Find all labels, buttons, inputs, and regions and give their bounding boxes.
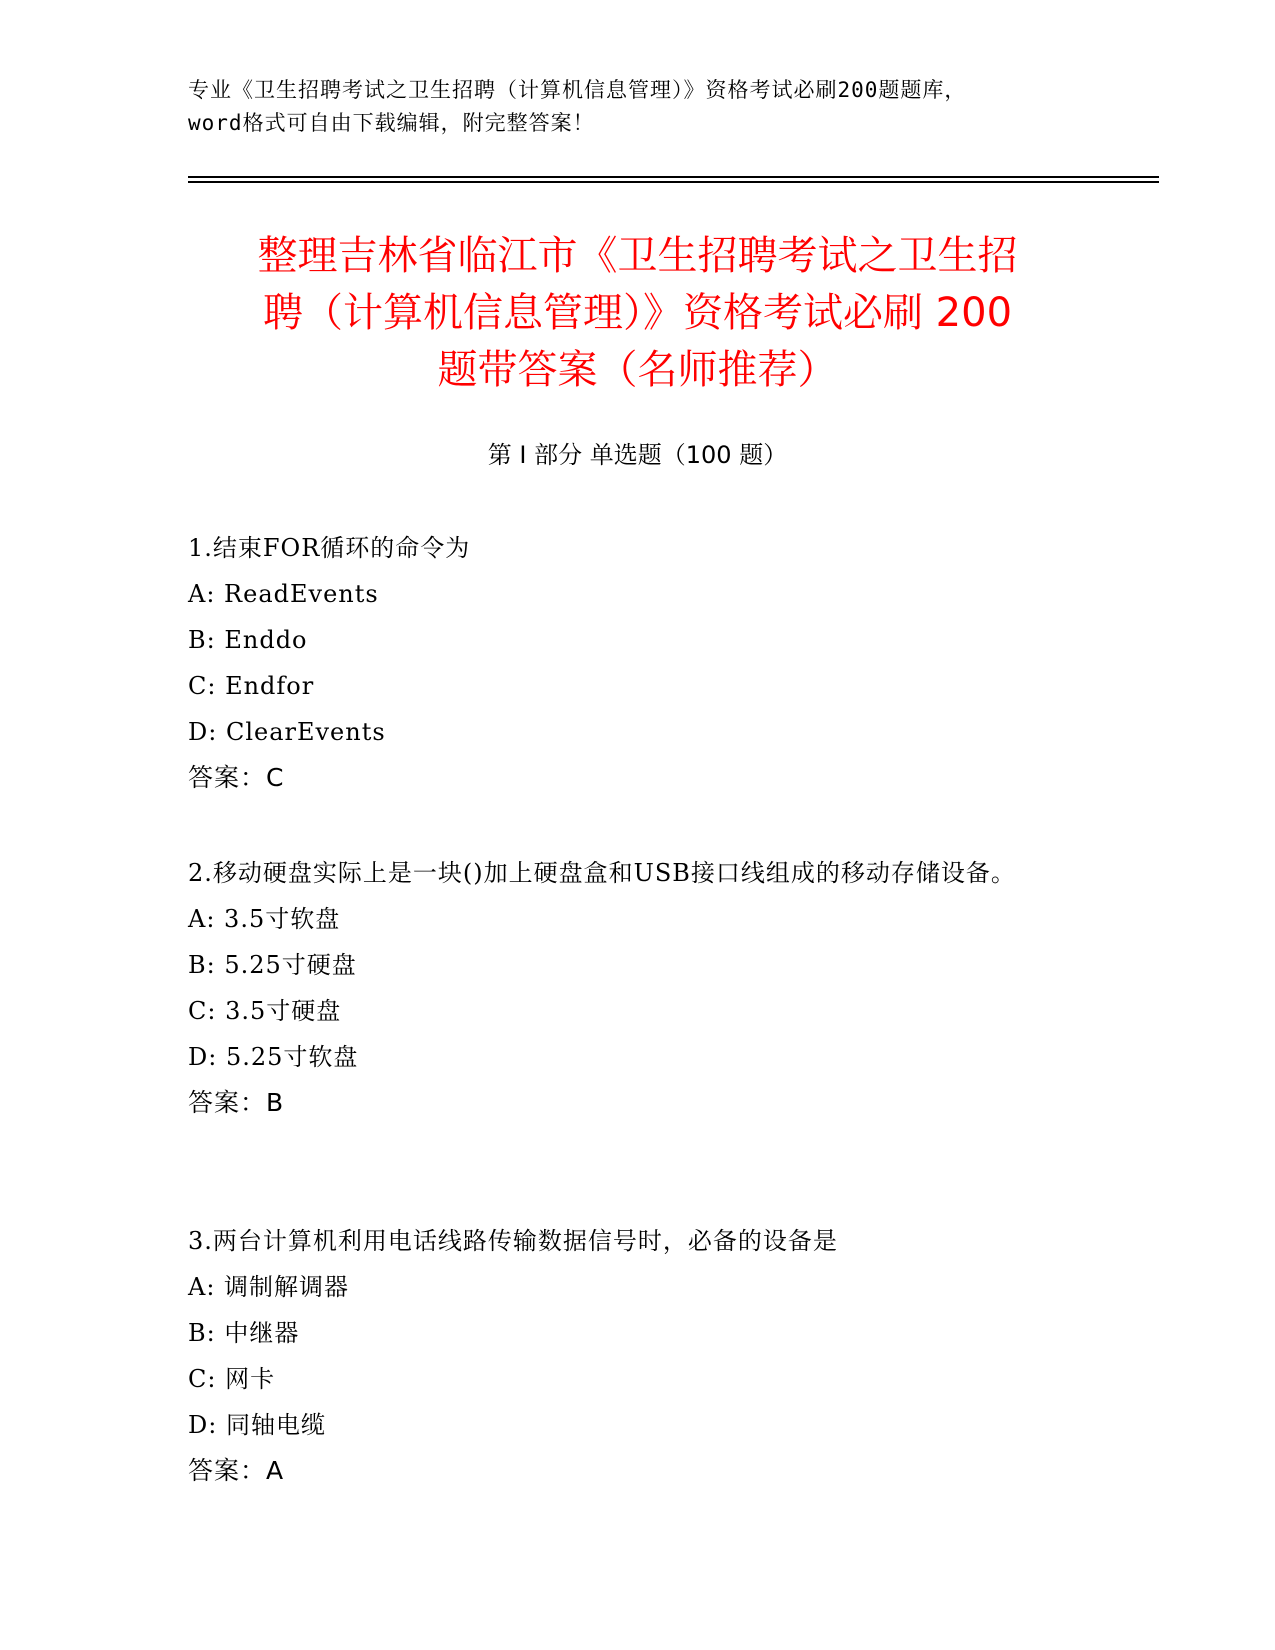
answer: 答案：B	[188, 1088, 285, 1117]
section-heading: 第 I 部分 单选题（100 题）	[487, 441, 788, 469]
header-note-line-2: word格式可自由下载编辑，附完整答案！	[188, 111, 595, 135]
option-a: A: 3.5寸软盘	[188, 905, 341, 933]
document-title-line-2: 聘（计算机信息管理）》资格考试必刷 200	[262, 290, 1013, 336]
answer: 答案：A	[188, 1456, 285, 1485]
document-title	[190, 228, 1085, 399]
header-note-line-1: 专业《卫生招聘考试之卫生招聘（计算机信息管理）》资格考试必刷200题题库，	[188, 78, 967, 102]
option-a: A: ReadEvents	[188, 580, 379, 608]
option-d: D: ClearEvents	[188, 718, 386, 746]
option-b: B: 中继器	[188, 1319, 300, 1347]
question-2	[188, 850, 1068, 1126]
option-d: D: 同轴电缆	[188, 1411, 326, 1439]
question-stem: 3.两台计算机利用电话线路传输数据信号时，必备的设备是	[188, 1227, 838, 1255]
question-3	[188, 1218, 1068, 1494]
option-b: B: 5.25寸硬盘	[188, 951, 357, 979]
option-b: B: Enddo	[188, 626, 308, 654]
document-title-line-1: 整理吉林省临江市《卫生招聘考试之卫生招	[257, 233, 1018, 279]
header-rule-top	[188, 176, 1159, 178]
header-rule-bottom	[188, 181, 1159, 183]
option-d: D: 5.25寸软盘	[188, 1043, 359, 1071]
answer: 答案：C	[188, 763, 285, 792]
question-stem: 2.移动硬盘实际上是一块()加上硬盘盒和USB接口线组成的移动存储设备。	[188, 859, 1016, 887]
option-c: C: Endfor	[188, 672, 315, 700]
option-c: C: 网卡	[188, 1365, 276, 1393]
question-stem: 1.结束FOR循环的命令为	[188, 534, 471, 562]
document-title-line-3: 题带答案（名师推荐）	[437, 347, 838, 393]
option-a: A: 调制解调器	[188, 1273, 350, 1301]
option-c: C: 3.5寸硬盘	[188, 997, 342, 1025]
header-note	[188, 74, 1088, 140]
question-1	[188, 525, 1068, 801]
